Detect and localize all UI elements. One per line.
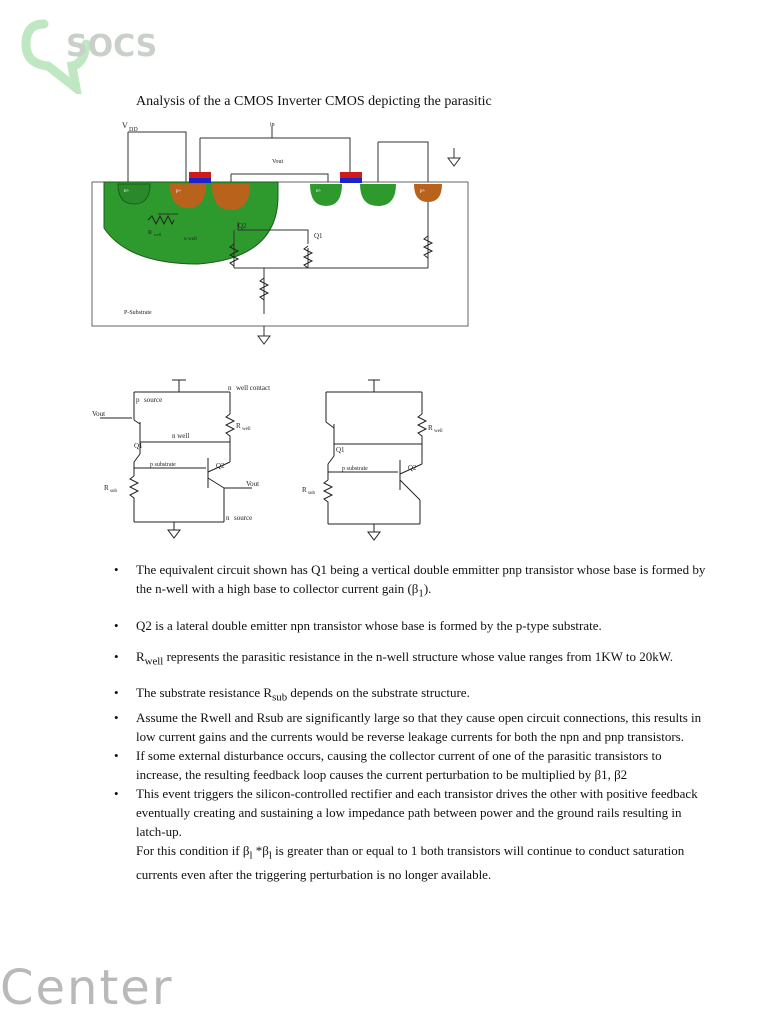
- svg-text:R: R: [428, 424, 433, 432]
- q2-label: Q2: [408, 464, 417, 472]
- q1-label: Q1: [314, 232, 323, 240]
- svg-text:p: p: [136, 396, 140, 404]
- bullet-list: [110, 560, 710, 884]
- svg-text:n well: n well: [172, 432, 190, 440]
- simplified-circuit-figure: [296, 364, 471, 549]
- svg-text:p substrate: p substrate: [150, 462, 176, 468]
- svg-text:n+: n+: [124, 189, 130, 194]
- list-item: • Assume the Rwell and Rsub are significantly large so that they cause open circuit connections, this results in low current gains and the currents would be reverse leakage currents for both the npn and pnp transistors.: [114, 709, 702, 744]
- svg-text:n: n: [226, 514, 230, 522]
- svg-text:R: R: [148, 230, 153, 236]
- svg-text:R: R: [302, 486, 307, 494]
- q2-label: Q2: [216, 462, 225, 470]
- vout-label: Vout: [272, 159, 284, 165]
- svg-text:R: R: [104, 484, 109, 492]
- list-item: • $R_{well}$ represents the parasitic resistance in the n-well structure whose value ranges from 1KW to 20kW.: [114, 648, 674, 668]
- q2-label: Q2: [238, 222, 247, 230]
- svg-text:p+: p+: [176, 189, 182, 194]
- svg-text:p+: p+: [420, 189, 426, 194]
- svg-text:n-well: n-well: [184, 237, 197, 242]
- list-item: • Q2 is a lateral double emitter npn transistor whose base is formed by the p-type substrate.: [114, 617, 602, 633]
- svg-text:well contact: well contact: [236, 384, 271, 392]
- svg-text:n: n: [228, 384, 232, 392]
- list-item: • This event triggers the silicon-controlled rectifier and each transistor drives the other with positive feedback eventually creating and sustaining a low impedance path between power and the ground rails resulting in latch-up.: [114, 785, 698, 839]
- svg-text:source: source: [234, 514, 253, 522]
- svg-text:DD: DD: [129, 127, 138, 133]
- socs-logo: [14, 10, 194, 94]
- list-item: • If some external disturbance occurs, causing the collector current of one of the parasitic transistors to increase, the resulting feedback loop causes the current perturbation to be multiplied by β1, β2: [114, 747, 662, 782]
- svg-text:well: well: [242, 427, 251, 432]
- svg-text:sub: sub: [308, 491, 315, 496]
- vout-input-label: Vout: [92, 410, 106, 418]
- svg-text:source: source: [144, 396, 163, 404]
- svg-text:well: well: [154, 232, 161, 237]
- vout-label: Vout: [246, 480, 260, 488]
- svg-text:p substrate: p substrate: [342, 466, 368, 472]
- in-label: in: [270, 122, 275, 128]
- q1-label: Q1: [336, 446, 345, 454]
- svg-text:R: R: [236, 422, 241, 430]
- list-item: • The substrate resistance $R_{sub}$ depends on the substrate structure.: [114, 685, 470, 704]
- logo-text: SOCS: [66, 29, 158, 64]
- q1-label: Q1: [134, 442, 143, 450]
- page-title: Analysis of the a CMOS Inverter CMOS depicting the parasitic: [136, 94, 492, 109]
- vdd-label: V: [122, 121, 128, 130]
- svg-text:sub: sub: [110, 489, 117, 494]
- list-item-continuation: For this condition if $\beta_l$ $*\beta_l$ is greater than or equal to 1 both transistors will continue to conduct saturation currents even after the triggering perturbation is no longer available.: [136, 842, 685, 883]
- cmos-cross-section-figure: [88, 118, 478, 348]
- substrate-label: P-Substrate: [124, 310, 152, 316]
- footer-watermark: Center: [0, 960, 174, 1016]
- svg-text:well: well: [434, 429, 443, 434]
- equivalent-circuit-figure: [88, 372, 298, 552]
- svg-text:n+: n+: [316, 189, 322, 194]
- list-item: • The equivalent circuit shown has Q1 being a vertical double emmitter pnp transistor whose base is formed by the n-well with a high base to collector current gain $(\beta_1)$.: [114, 562, 706, 600]
